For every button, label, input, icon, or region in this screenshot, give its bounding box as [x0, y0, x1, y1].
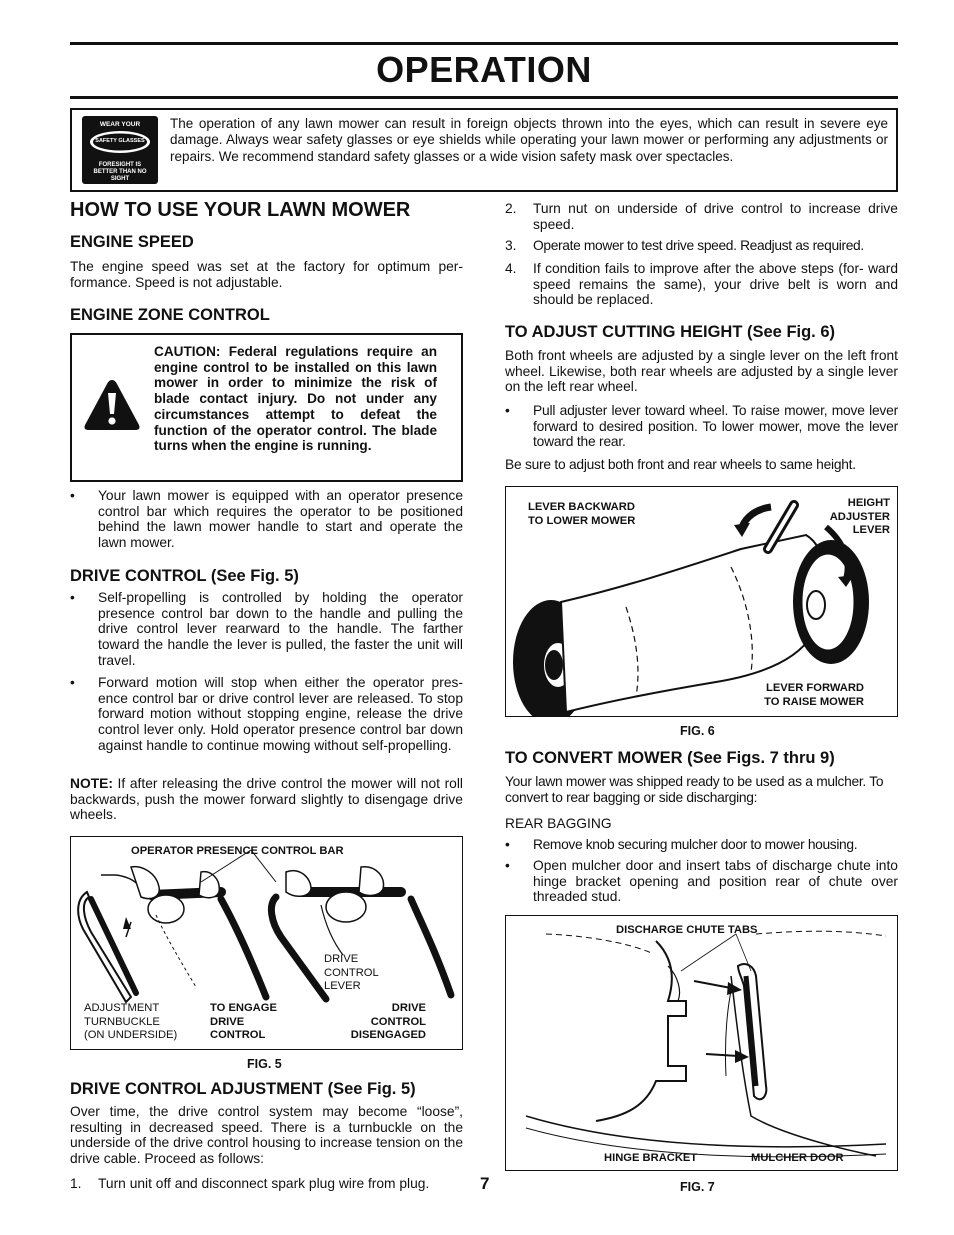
convert-text: Your lawn mower was shipped ready to be used as a mulcher. To convert to rear bagging or side discharging:: [505, 774, 884, 805]
safety-notice-text: The operation of any lawn mower can result in foreign objects thrown into the eyes, which can result in severe eye damage. Always wear safety glasses or eye shields while operating your lawn mower or performing any adjustments or repairs. We recommend standard safety glasses or a wide vision safety mask over spectacles.: [170, 116, 888, 164]
note-text: If after releasing the drive control the mower will not roll backwards, push the mower forward slightly to disengage drive wheels.: [70, 776, 463, 823]
title-rule: [70, 96, 898, 99]
step-number: 3.: [505, 238, 517, 253]
drive-control-bullet-1: Self-propelling is controlled by holding the operator presence control bar down to the handle and pulling the drive control lever rearward to the handle. The farther toward the handle the lever is pulled, the faster the unit will travel.: [98, 590, 463, 668]
discharge-chute-illustration: [506, 916, 897, 1170]
fig5-label-control-bar: OPERATOR PRESENCE CONTROL BAR: [131, 845, 344, 857]
fig7-label-mulcher-door: MULCHER DOOR: [751, 1152, 844, 1164]
fig5-label-turnbuckle: ADJUSTMENT TURNBUCKLE (ON UNDERSIDE): [84, 1002, 178, 1041]
bullet-mark: •: [505, 837, 510, 852]
fig6-label-backward: LEVER BACKWARD TO LOWER MOWER: [528, 501, 636, 527]
safety-notice-box: [70, 108, 898, 192]
drive-adjust-step-1: Turn unit off and disconnect spark plug wire from plug.: [98, 1176, 430, 1191]
warning-triangle-icon: [82, 377, 142, 433]
heading-engine-zone: ENGINE ZONE CONTROL: [70, 306, 270, 324]
caution-box: [70, 333, 463, 482]
drive-adjust-step-3: Operate mower to test drive speed. Readjust as required.: [533, 238, 864, 253]
heading-engine-speed: ENGINE SPEED: [70, 233, 194, 251]
badge-top-text: WEAR YOUR: [99, 121, 141, 128]
heading-drive-adjust: DRIVE CONTROL ADJUSTMENT (See Fig. 5): [70, 1080, 416, 1098]
rear-bagging-bullet-1: Remove knob securing mulcher door to mower housing.: [533, 837, 858, 852]
fig7-label-chute-tabs: DISCHARGE CHUTE TABS: [616, 924, 758, 936]
figure-7-discharge-chute: [505, 915, 898, 1171]
cutting-height-text: Both front wheels are adjusted by a single lever on the left front wheel. Likewise, both rear wheels are adjusted by a single lever on the left rear wheel.: [505, 348, 898, 395]
fig6-label-forward: LEVER FORWARD TO RAISE MOWER: [764, 682, 864, 708]
cutting-height-bullet: Pull adjuster lever toward wheel. To raise mower, move lever forward to desired position. To lower mower, move the lever toward the rear.: [533, 403, 898, 450]
fig5-label-engage: TO ENGAGE DRIVE CONTROL: [210, 1002, 277, 1041]
step-number: 1.: [70, 1176, 82, 1191]
bullet-mark: •: [70, 675, 75, 690]
fig6-caption: FIG. 6: [680, 724, 715, 738]
fig5-caption: FIG. 5: [247, 1057, 282, 1071]
drive-adjust-step-2: Turn nut on underside of drive control to increase drive speed.: [533, 201, 898, 232]
top-rule: [70, 42, 898, 45]
note-label: NOTE:: [70, 776, 113, 791]
drive-control-bullet-2: Forward motion will stop when either the operator pres- ence control bar or drive control lever are released. To stop forward motion without stopping engine, release the drive control lever only. Hold operator presence control bar down against handle to continue mowing without self-propelling.: [98, 675, 463, 753]
drive-control-note: [70, 776, 463, 823]
step-number: 4.: [505, 261, 517, 276]
bullet-mark: •: [505, 858, 510, 873]
fig7-label-hinge-bracket: HINGE BRACKET: [604, 1152, 698, 1164]
page-number: 7: [480, 1174, 490, 1193]
figure-5-drive-control: [70, 836, 463, 1050]
page-title: OPERATION: [376, 49, 592, 90]
rear-bagging-bullet-2: Open mulcher door and insert tabs of discharge chute into hinge bracket opening and position rear of chute over threaded stud.: [533, 858, 898, 905]
badge-bottom-text: FORESIGHT IS BETTER THAN NO SIGHT: [93, 162, 147, 182]
caution-text: CAUTION: Federal regulations require an engine control to be installed on this lawn mower in order to minimize the risk of blade contact injury. Do not under any circumstances attempt to defeat the function of the operator control. The blade turns when the engine is running.: [154, 344, 437, 454]
drive-adjust-step-4: If condition fails to improve after the above steps (for- ward speed remains the same), your drive belt is worn and should be replaced.: [533, 261, 898, 308]
badge-mid-text: SAFETY GLASSES: [95, 138, 145, 144]
bullet-mark: •: [70, 488, 75, 503]
fig5-label-drive-lever: DRIVE CONTROL LEVER: [324, 953, 379, 992]
safety-glasses-badge: [82, 116, 158, 184]
figure-6-height-adjust: [505, 486, 898, 717]
operator-presence-text: Your lawn mower is equipped with an operator presence control bar which requires the operator to be positioned behind the lawn mower handle to start and operate the lawn mower.: [98, 488, 463, 551]
step-number: 2.: [505, 201, 517, 216]
rear-bagging-subheading: REAR BAGGING: [505, 816, 612, 831]
bullet-mark: •: [505, 403, 510, 418]
cutting-height-after: Be sure to adjust both front and rear wheels to same height.: [505, 457, 856, 472]
heading-drive-control: DRIVE CONTROL (See Fig. 5): [70, 567, 299, 585]
drive-adjust-text: Over time, the drive control system may become “loose”, resulting in decreased speed. There is a turnbuckle on the underside of the drive control housing to increase tension on the drive cable. Proceed as follows:: [70, 1104, 463, 1167]
engine-speed-text: The engine speed was set at the factory for optimum per- formance. Speed is not adjustable.: [70, 259, 463, 290]
heading-cutting-height: TO ADJUST CUTTING HEIGHT (See Fig. 6): [505, 323, 836, 341]
fig7-caption: FIG. 7: [680, 1180, 715, 1194]
bullet-mark: •: [70, 590, 75, 605]
fig5-label-disengaged: DRIVE CONTROL DISENGAGED: [350, 1002, 426, 1041]
section-title-how-to-use: HOW TO USE YOUR LAWN MOWER: [70, 199, 411, 221]
fig6-label-height-lever: HEIGHT ADJUSTER LEVER: [829, 497, 890, 536]
heading-convert-mower: TO CONVERT MOWER (See Figs. 7 thru 9): [505, 749, 835, 767]
